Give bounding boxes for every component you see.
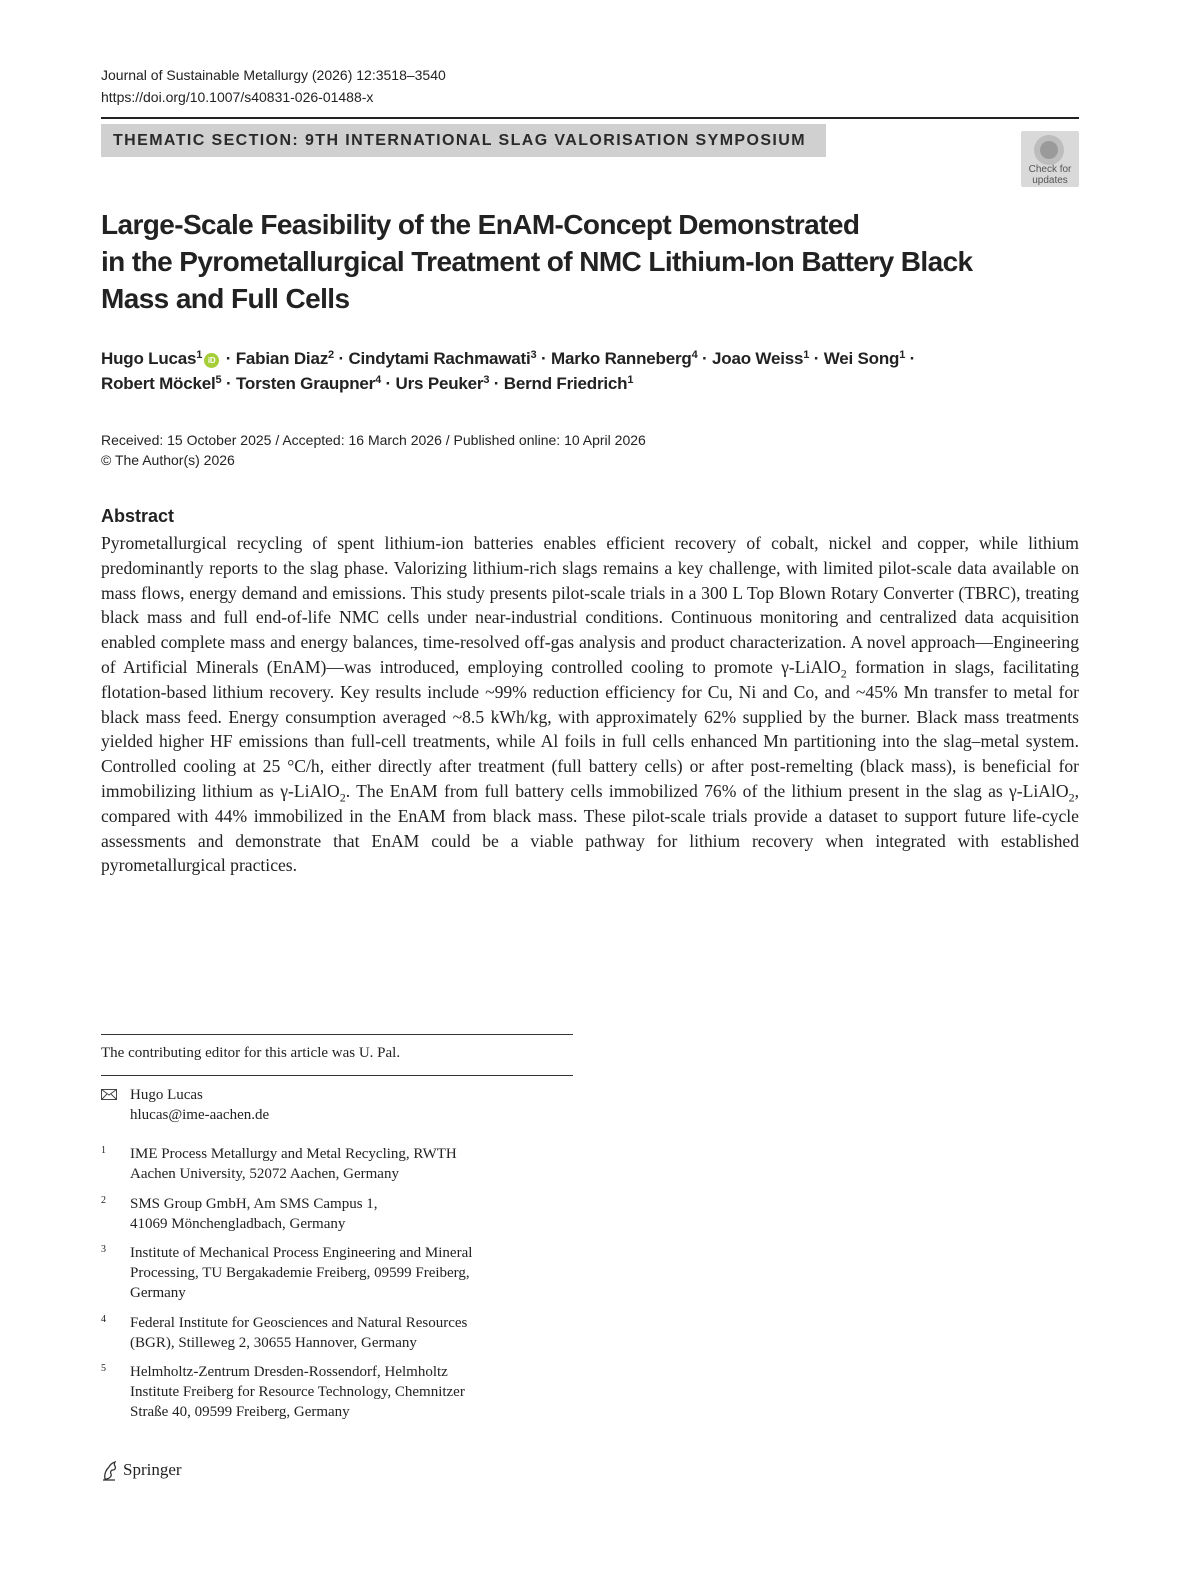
corresponding-author-name: Hugo Lucas (130, 1087, 203, 1103)
check-updates-label: Check for updates (1028, 164, 1072, 186)
author-name[interactable]: Hugo Lucas (101, 349, 197, 368)
corresponding-author (130, 1085, 269, 1125)
author-name[interactable]: Bernd Friedrich (503, 374, 628, 393)
orcid-icon[interactable]: iD (204, 353, 219, 368)
author-affiliation-marker: 2 (328, 349, 334, 361)
author-separator: · (333, 349, 349, 368)
dates-line: Received: 15 October 2025 / Accepted: 16 March 2026 / Published online: 10 April 2026 (101, 432, 646, 448)
title-line: Mass and Full Cells (101, 283, 350, 314)
author-list (101, 346, 1079, 396)
header-rule (101, 117, 1079, 119)
author-name[interactable]: Robert Möckel (101, 374, 216, 393)
check-for-updates-button[interactable] (1021, 131, 1079, 187)
author-separator: · (905, 349, 916, 368)
title-line: Large-Scale Feasibility of the EnAM-Concept Demonstrated (101, 209, 860, 240)
author-name[interactable]: Torsten Graupner (235, 374, 376, 393)
author-affiliation-marker: 1 (627, 374, 634, 386)
editor-note: The contributing editor for this article was U. Pal. (101, 1045, 401, 1061)
springer-horse-icon (101, 1461, 119, 1481)
author-affiliation-marker: 3 (530, 349, 537, 361)
publication-dates (101, 430, 646, 470)
author-affiliation-marker: 1 (803, 349, 810, 361)
author-separator: · (221, 349, 236, 368)
author-separator: · (809, 349, 824, 368)
article-title (101, 206, 1061, 317)
journal-header (101, 64, 446, 108)
author-separator: · (536, 349, 551, 368)
author-name[interactable]: Cindytami Rachmawati (348, 349, 531, 368)
author-affiliation-marker: 4 (691, 349, 698, 361)
author-name[interactable]: Joao Weiss (712, 349, 804, 368)
author-name[interactable]: Wei Song (823, 349, 900, 368)
author-affiliation-marker: 5 (215, 374, 222, 386)
author-name[interactable]: Marko Ranneberg (550, 349, 692, 368)
author-affiliation-marker: 3 (483, 374, 490, 386)
author-separator: · (697, 349, 713, 368)
copyright-line: © The Author(s) 2026 (101, 452, 235, 468)
author-affiliation-marker: 1 (196, 349, 203, 361)
check-updates-icon (1034, 135, 1064, 165)
footnote-rule-bottom (101, 1075, 573, 1076)
thematic-section-banner: THEMATIC SECTION: 9TH INTERNATIONAL SLAG VALORISATION SYMPOSIUM (101, 124, 826, 157)
author-name[interactable]: Fabian Diaz (235, 349, 328, 368)
envelope-icon (101, 1089, 117, 1100)
title-line: in the Pyrometallurgical Treatment of NMC Lithium-Ion Battery Black (101, 246, 973, 277)
publisher-name: Springer (123, 1460, 182, 1479)
author-affiliation-marker: 1 (899, 349, 906, 361)
doi-link[interactable]: https://doi.org/10.1007/s40831-026-01488-x (101, 89, 374, 105)
publisher-logo (101, 1458, 182, 1482)
abstract-heading: Abstract (101, 506, 175, 526)
author-affiliation-marker: 4 (375, 374, 382, 386)
journal-citation: Journal of Sustainable Metallurgy (2026) 12:3518–3540 (101, 67, 446, 83)
author-separator: · (221, 374, 236, 393)
author-separator: · (489, 374, 504, 393)
author-name[interactable]: Urs Peuker (395, 374, 484, 393)
abstract-body: Pyrometallurgical recycling of spent lithium-ion batteries enables efficient recovery of cobalt, nickel and copper, while lithium predominantly reports to the slag phase. Valorizing lithium-rich slags remains a key challenge, with limited pilot-scale data available on mass flows, energy demand and emissions. This study presents pilot-scale trials in a 300 L Top Blown Rotary Converter (TBRC), treating black mass and full end-of-life NMC cells under near-industrial conditions. Continuous monitoring and centralized data acquisition enabled complete mass and energy balances, time-resolved off-gas analysis and product characterization. A novel approach—Engineering of Artificial Minerals (EnAM)—was introduced, employing controlled cooling to promote γ-LiAlO$_2$ formation in slags, facilitating flotation-based lithium recovery. Key results include ~99% reduction efficiency for Cu, Ni and Co, and ~45% Mn transfer to metal for black mass feed. Energy consumption averaged ~8.5 kWh/kg, with approximately 62% supplied by the burner. Black mass treatments yielded higher HF emissions than full-cell treatments, while Al foils in full cells enhanced Mn partitioning into the slag–metal system. Controlled cooling at 25 °C/h, either directly after treatment (full battery cells) or after post-remelting (black mass), is beneficial for immobilizing lithium as γ-LiAlO$_2$. The EnAM from full battery cells immobilized 76% of the lithium present in the slag as γ-LiAlO$_2$, compared with 44% immobilized in the EnAM from black mass. These pilot-scale trials provide a dataset to support future life-cycle assessments and demonstrate that EnAM could be a viable pathway for lithium recovery when integrated with established pyrometallurgical practices. (101, 533, 1080, 876)
corresponding-author-email[interactable]: hlucas@ime-aachen.de (130, 1107, 270, 1123)
footnote-rule-top (101, 1034, 573, 1035)
author-separator: · (381, 374, 396, 393)
